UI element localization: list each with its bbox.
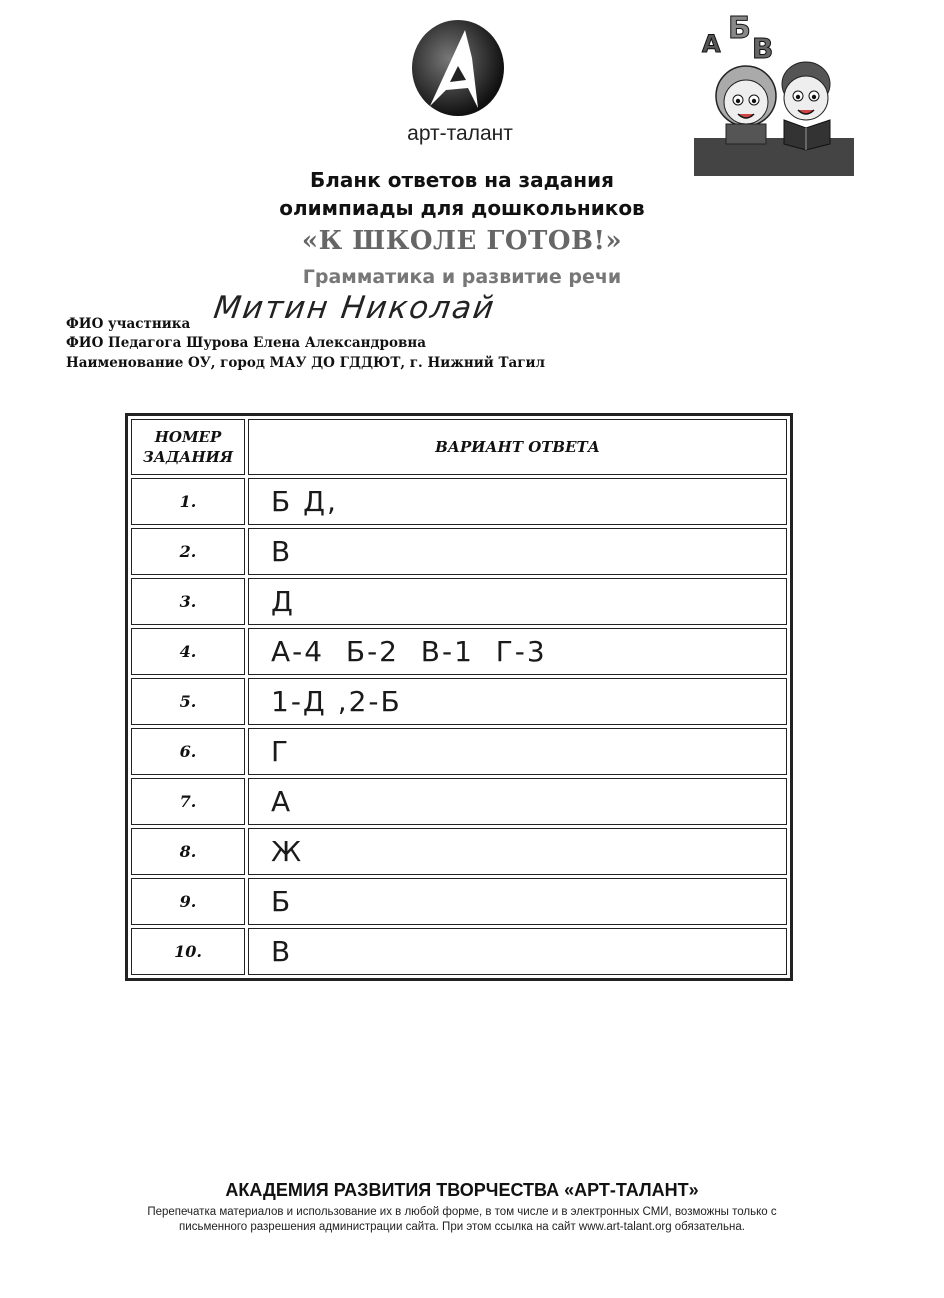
title-line-1: Бланк ответов на задания [310,168,614,192]
table-row [131,528,787,575]
task-number: 3. [131,578,245,625]
task-number: 4. [131,628,245,675]
title-line-2: олимпиады для дошкольников [279,196,645,220]
art-talant-logo-icon [410,18,506,118]
task-number: 2. [131,528,245,575]
column-header-answer: ВАРИАНТ ОТВЕТА [248,419,787,475]
answer-cell: Д [248,578,787,625]
organization-info: Наименование ОУ, город МАУ ДО ГДДЮТ, г. Нижний Тагил [66,355,546,371]
task-number: 10. [131,928,245,975]
footer-note-line-1: Перепечатка материалов и использование их в любой форме, в том числе и в электронных СМИ, возможны только с [147,1206,777,1218]
subject-title: Грамматика и развитие речи [302,266,622,288]
answer-cell: Б Д, [248,478,787,525]
kids-reading-illustration [688,8,860,178]
answer-cell: В [248,928,787,975]
letter-v: В [752,32,774,65]
table-row [131,578,787,625]
answer-cell: 1-Д ,2-Б [248,678,787,725]
participant-name-handwritten: Митин Николай [211,290,498,326]
task-number: 1. [131,478,245,525]
letter-a: А [702,30,721,58]
table-row [131,828,787,875]
table-row [131,728,787,775]
answer-cell: Б [248,878,787,925]
olympiad-name: «К ШКОЛЕ ГОТОВ!» [301,226,623,256]
participant-label: ФИО участника [66,316,191,332]
task-number: 6. [131,728,245,775]
answer-cell: А [248,778,787,825]
table-row [131,678,787,725]
column-header-number [131,419,245,475]
table-row [131,478,787,525]
footer-note-line-2: письменного разрешения администрации сайта. При этом ссылка на сайт www.art-talant.org обязательна. [179,1221,745,1233]
column-header-number-line-1: НОМЕР [154,428,222,446]
answer-cell: А-4 Б-2 В-1 Г-3 [248,628,787,675]
letter-b: Б [728,11,751,46]
answer-table [125,413,793,981]
teacher-info: ФИО Педагога Шурова Елена Александровна [66,335,427,351]
answer-cell: Г [248,728,787,775]
table-row [131,628,787,675]
task-number: 5. [131,678,245,725]
table-row [131,878,787,925]
answer-cell: В [248,528,787,575]
footer-title: АКАДЕМИЯ РАЗВИТИЯ ТВОРЧЕСТВА «АРТ-ТАЛАНТ» [225,1180,699,1200]
table-row [131,928,787,975]
table-header-row [131,419,787,475]
column-header-number-line-2: ЗАДАНИЯ [142,448,234,466]
footer-copyright-note [100,1205,824,1235]
answer-cell: Ж [248,828,787,875]
task-number: 7. [131,778,245,825]
task-number: 9. [131,878,245,925]
task-number: 8. [131,828,245,875]
table-row [131,778,787,825]
brand-name: арт-талант [407,122,513,145]
